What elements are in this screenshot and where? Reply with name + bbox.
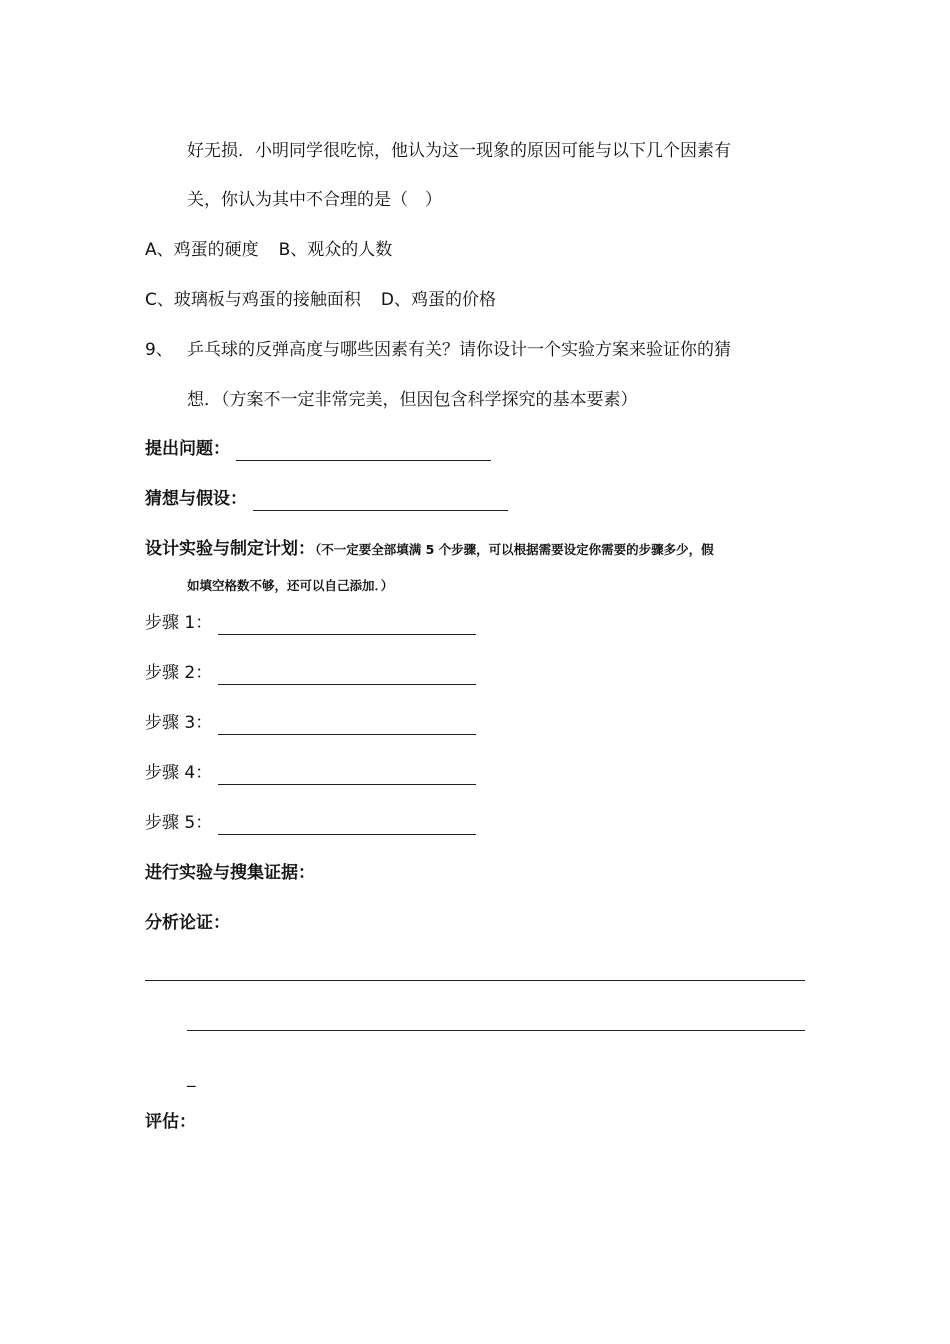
- q8-text-line1: 好无损．小明同学很吃惊，他认为这一现象的原因可能与以下几个因素有: [187, 141, 731, 161]
- q8-options-row2: [145, 288, 496, 312]
- step-blank-4[interactable]: [218, 764, 476, 785]
- raise-question-row: [145, 437, 491, 461]
- step-row-3: [145, 711, 476, 735]
- option-c: C、玻璃板与鸡蛋的接触面积: [145, 290, 361, 310]
- step-row-1: [145, 611, 476, 635]
- step-blank-1[interactable]: [218, 614, 476, 635]
- hypothesis-label: 猜想与假设：: [145, 489, 247, 509]
- step-label-5: 步骤 5：: [145, 813, 213, 833]
- q9-line1-text: 乒乓球的反弹高度与哪些因素有关？请你设计一个实验方案来验证你的猜: [187, 340, 731, 360]
- step-row-4: [145, 761, 476, 785]
- raise-question-label: 提出问题：: [145, 439, 230, 459]
- step-label-2: 步骤 2：: [145, 663, 213, 683]
- design-note-line1: （不一定要全部填满 5 个步骤，可以根据需要设定你需要的步骤多少，假: [315, 542, 714, 557]
- step-blank-2[interactable]: [218, 664, 476, 685]
- step-label-4: 步骤 4：: [145, 763, 213, 783]
- design-row: [145, 537, 714, 562]
- analysis-label: 分析论证：: [145, 913, 230, 933]
- q9-text-line1: [145, 338, 731, 362]
- raise-question-blank[interactable]: [236, 440, 491, 461]
- step-row-5: [145, 811, 476, 835]
- step-label-3: 步骤 3：: [145, 713, 213, 733]
- step-row-2: [145, 661, 476, 685]
- analysis-answer-tail: _: [187, 1068, 196, 1088]
- q8-text-line2: 关，你认为其中不合理的是（ ）: [187, 190, 442, 210]
- hypothesis-row: [145, 487, 508, 511]
- step-blank-5[interactable]: [218, 814, 476, 835]
- experiment-label: 进行实验与搜集证据：: [145, 863, 315, 883]
- analysis-answer-line-2[interactable]: [187, 1030, 805, 1031]
- option-d: D、鸡蛋的价格: [380, 290, 496, 310]
- evaluation-label: 评估：: [145, 1112, 196, 1132]
- q8-options-row1: [145, 238, 392, 262]
- step-blank-3[interactable]: [218, 714, 476, 735]
- step-label-1: 步骤 1：: [145, 613, 213, 633]
- q9-text-line2: 想．（方案不一定非常完美，但因包含科学探究的基本要素）: [187, 390, 638, 410]
- q9-number: 9、: [145, 340, 173, 360]
- option-b: B、观众的人数: [278, 240, 393, 260]
- option-a: A、鸡蛋的硬度: [145, 240, 259, 260]
- hypothesis-blank[interactable]: [253, 490, 508, 511]
- design-note-line2: 如填空格数不够，还可以自己添加．）: [187, 578, 394, 593]
- analysis-answer-line-1[interactable]: [145, 980, 805, 981]
- design-label: 设计实验与制定计划：: [145, 539, 315, 559]
